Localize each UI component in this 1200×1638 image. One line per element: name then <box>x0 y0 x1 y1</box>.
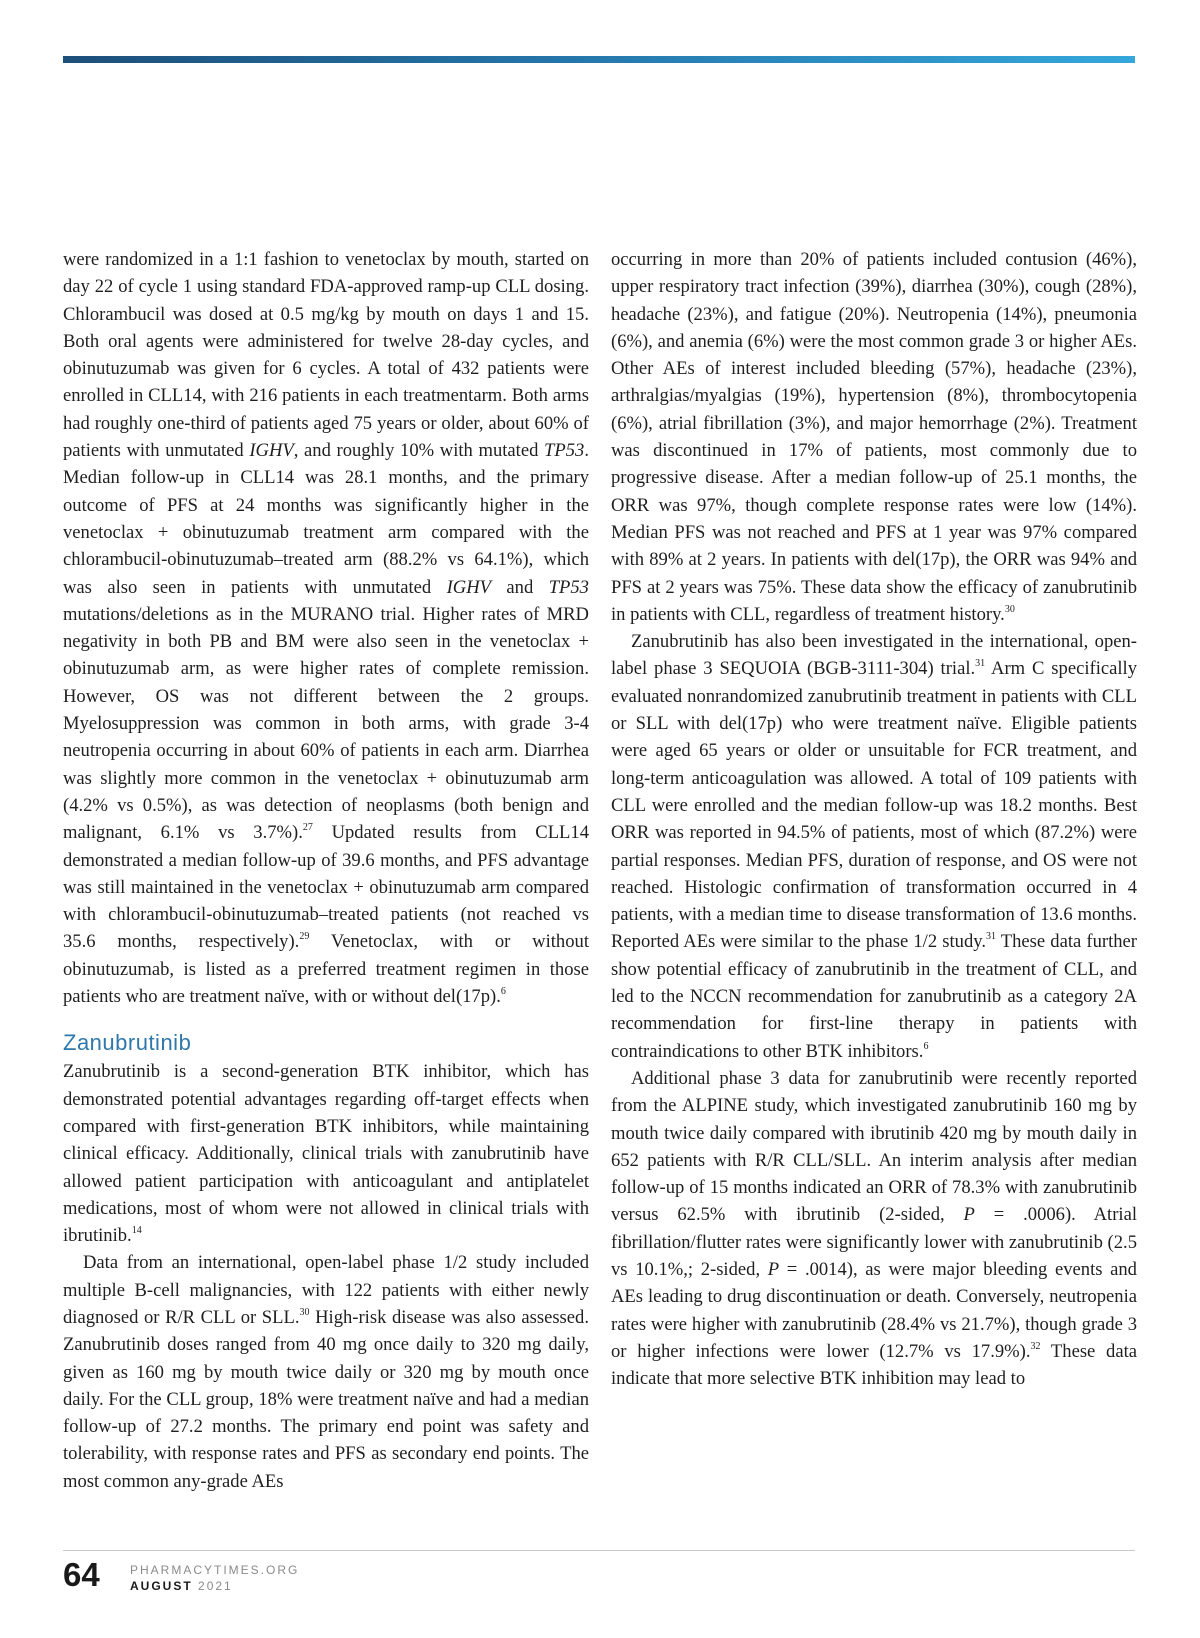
paragraph-cll14: were randomized in a 1:1 fashion to venetoclax by mouth, started on day 22 of cycle 1 using standard FDA-approved ramp-up CLL dosing. Chlorambucil was dosed at 0.5 mg/kg by mouth on days 1 and 15. Both oral agents were administered for twelve 28-day cycles, and obinutuzumab was given for 6 cycles. A total of 432 patients were enrolled in CLL14, with 216 patients in each treatmentarm. Both arms had roughly one-third of patients aged 75 years or older, about 60% of patients with unmutated IGHV, and roughly 10% with mutated TP53. Median follow-up in CLL14 was 28.1 months, and the primary outcome of PFS at 24 months was significantly higher in the venetoclax + obinutuzumab treatment arm compared with the chlorambucil-obinutuzumab–treated arm (88.2% vs 64.1%), which was also seen in patients with unmutated IGHV and TP53 mutations/deletions as in the MURANO trial. Higher rates of MRD negativity in both PB and BM were also seen in the venetoclax + obinutuzumab arm, as were higher rates of complete remission. However, OS was not different between the 2 groups. Myelosuppression was common in both arms, with grade 3-4 neutropenia occurring in about 60% of patients in each arm. Diarrhea was slightly more common in the venetoclax + obinutuzumab arm (4.2% vs 0.5%), as was detection of neoplasms (both benign and malignant, 6.1% vs 3.7%).$^{27}$ Updated results from CLL14 demonstrated a median follow-up of 39.6 months, and PFS advantage was still maintained in the venetoclax + obinutuzumab arm compared with chlorambucil-obinutuzumab–treated patients (not reached vs 35.6 months, respectively).$^{29}$ Venetoclax, with or without obinutuzumab, is listed as a preferred treatment regimen in those patients who are treatment naïve, with or without del(17p).$^6$ <box>63 249 589 1008</box>
paragraph-alpine: Additional phase 3 data for zanubrutinib were recently reported from the ALPINE study, which investigated zanubrutinib 160 mg by mouth twice daily compared with ibrutinib 420 mg by mouth daily in 652 patients with R/R CLL/SLL. An interim analysis after median follow-up of 15 months indicated an ORR of 78.3% with zanubrutinib versus 62.5% with ibrutinib (2-sided, P = .0006). Atrial fibrillation/flutter rates were significantly lower with zanubrutinib (2.5 vs 10.1%,; 2-sided, P = .0014), as were major bleeding events and AEs leading to drug discontinuation or death. Conversely, neutropenia rates were higher with zanubrutinib (28.4% vs 21.7%), though grade 3 or higher infections were lower (12.7% vs 17.9%).$^{32}$ These data indicate that more selective BTK inhibition may lead to <box>611 1067 1138 1390</box>
footer-year: 2021 <box>198 1579 233 1593</box>
paragraph-zanubrutinib-intro: Zanubrutinib is a second-generation BTK inhibitor, which has demonstrated potential advantages regarding off-target effects when compared with first-generation BTK inhibitors, while maintaining clinical efficacy. Additionally, clinical trials with zanubrutinib have allowed patient participation with anticoagulant and antiplatelet medications, most of whom were not allowed in clinical trials with ibrutinib.$^{14}$ <box>63 1061 589 1247</box>
paragraph-adverse-events: occurring in more than 20% of patients included contusion (46%), upper respiratory tract infection (39%), diarrhea (30%), cough (28%), headache (23%), and fatigue (20%). Neutropenia (14%), pneumonia (6%), and anemia (6%) were the most common grade 3 or higher AEs. Other AEs of interest included bleeding (57%), headache (23%), arthralgias/myalgias (19%), hypertension (8%), thrombocytopenia (6%), atrial fibrillation (3%), and major hemorrhage (2%). Treatment was discontinued in 17% of patients, most commonly due to progressive disease. After a median follow-up of 25.1 months, the ORR was 97%, though complete response rates were low (14%). Median PFS was not reached and PFS at 1 year was 97% compared with 89% at 2 years. In patients with del(17p), the ORR was 94% and PFS at 2 years was 75%. These data show the efficacy of zanubrutinib in patients with CLL, regardless of treatment history.$^{30}$ <box>611 249 1137 625</box>
footer-month: AUGUST <box>130 1579 193 1593</box>
footer-divider <box>63 1550 1135 1551</box>
footer-issue-date <box>130 1579 233 1593</box>
paragraph-sequoia: Zanubrutinib has also been investigated in the international, open-label phase 3 SEQUOIA (BGB-3111-304) trial.$^{31}$ Arm C specifically evaluated nonrandomized zanubrutinib treatment in patients with CLL or SLL with del(17p) who were treatment naïve. Eligible patients were aged 65 years or older or unsuitable for FCR treatment, and long-term anticoagulation was allowed. A total of 109 patients with CLL were enrolled and the median follow-up was 18.2 months. Best ORR was reported in 94.5% of patients, most of which (87.2%) were partial responses. Median PFS, duration of response, and OS were not reached. Histologic confirmation of transformation occurred in 4 patients, with a median time to disease transformation of 13.6 months. Reported AEs were similar to the phase 1/2 study.$^{31}$ These data further show potential efficacy of zanubrutinib in the treatment of CLL, and led to the NCCN recommendation for zanubrutinib as a category 2A recommendation for first-line therapy in patients with contraindications to other BTK inhibitors.$^6$ <box>611 631 1137 1062</box>
footer-website-link[interactable]: PHARMACYTIMES.ORG <box>130 1563 300 1577</box>
header-accent-bar <box>63 56 1135 63</box>
left-column <box>63 246 589 1495</box>
section-heading-zanubrutinib: Zanubrutinib <box>63 1030 192 1056</box>
page-number: 64 <box>63 1556 100 1593</box>
paragraph-phase12-study: Data from an international, open-label phase 1/2 study included multiple B-cell malignancies, with 122 patients with either newly diagnosed or R/R CLL or SLL.$^{30}$ High-risk disease was also assessed. Zanubrutinib doses ranged from 40 mg once daily to 320 mg daily, given as 160 mg by mouth twice daily or 320 mg by mouth once daily. For the CLL group, 18% were treatment naïve and had a median follow-up of 27.2 months. The primary end point was safety and tolerability, with response rates and PFS as secondary end points. The most common any-grade AEs <box>63 1252 589 1492</box>
right-column <box>611 246 1137 1392</box>
